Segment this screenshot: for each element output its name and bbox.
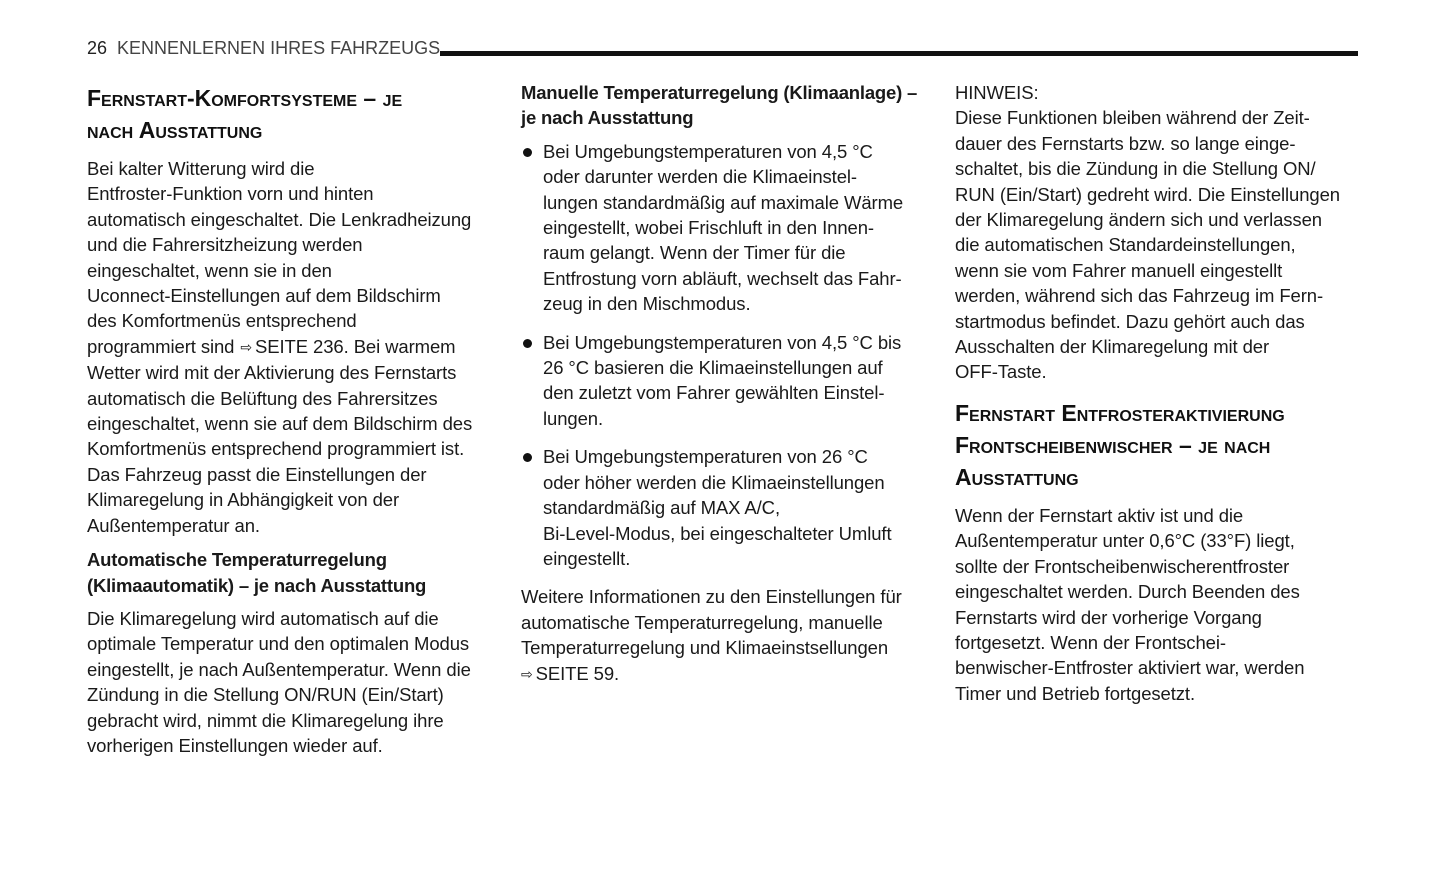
bullet-item (521, 330, 931, 432)
note (955, 80, 1365, 385)
text-line: gebracht wird, nimmt die Klimaregelung ihre (87, 709, 444, 731)
column-left (87, 80, 497, 767)
text: . (614, 662, 620, 684)
text-line: Entfrostung vorn abläuft, wechselt das Fahr- (543, 267, 902, 289)
bullet-icon (523, 148, 532, 157)
page-reference-arrow-icon: ⇨ (521, 665, 533, 682)
text-line: schaltet, bis die Zündung in die Stellung ON/ (955, 158, 1316, 180)
text: . Bei warmem (343, 335, 456, 357)
text-line: eingeschaltet, wenn sie auf dem Bildschirm des (87, 413, 473, 435)
text-line: Fernstart-Komfortsysteme – je (87, 85, 403, 111)
text-line: werden, während sich das Fahrzeug im Fern- (955, 285, 1324, 307)
text-line: eingestellt, wobei Frischluft in den Innen- (543, 217, 874, 239)
text-line: des Komfortmenüs entsprechend (87, 310, 357, 332)
text-line: eingeschaltet, wenn sie in den (87, 259, 332, 281)
text-line: (Klimaautomatik) – je nach Ausstattung (87, 574, 427, 596)
text-line: Ausschalten der Klimaregelung mit der (955, 336, 1270, 358)
page-header (87, 38, 440, 59)
page-reference-link-236[interactable]: SEITE 236 (255, 335, 344, 357)
text-line: Temperaturregelung und Klimaeinstsellungen (521, 637, 889, 659)
text-line: Weitere Informationen zu den Einstellungen für (521, 586, 902, 608)
note-label: HINWEIS: (955, 82, 1039, 103)
paragraph-entfroster (955, 503, 1365, 706)
bullet-icon (523, 339, 532, 348)
heading-komfortsysteme (87, 82, 497, 146)
page-reference-arrow-icon: ⇨ (240, 338, 253, 355)
subheading-klimaautomatik (87, 547, 497, 598)
text-line: Fernstart Entfrosteraktivierung (955, 399, 1285, 426)
text-line: automatisch die Belüftung des Fahrersitzes (87, 387, 438, 409)
text-line: fortgesetzt. Wenn der Frontschei- (955, 631, 1226, 653)
text-line: je nach Ausstattung (521, 107, 694, 129)
text-line: vorherigen Einstellungen wieder auf. (87, 734, 383, 756)
text-line: automatisch eingeschaltet. Die Lenkradheizung (87, 208, 472, 230)
text-line: die automatischen Standardeinstellungen, (955, 234, 1296, 256)
text-line: eingestellt. (543, 547, 631, 569)
text-line: dauer des Fernstarts bzw. so lange einge- (955, 132, 1296, 154)
text-line: Die Klimaregelung wird automatisch auf die (87, 607, 439, 629)
text-line: standardmäßig auf MAX A/C, (543, 497, 780, 519)
text-line: RUN (Ein/Start) gedreht wird. Die Einstellungen (955, 183, 1340, 205)
text-line: Bei Umgebungstemperaturen von 4,5 °C (543, 140, 873, 162)
text-line: Entfroster-Funktion vorn und hinten (87, 183, 374, 205)
text-line: optimale Temperatur und den optimalen Modus (87, 633, 470, 655)
paragraph-klimaautomatik (87, 606, 497, 758)
text-line: Diese Funktionen bleiben während der Zeit- (955, 107, 1310, 129)
text-line: Bei kalter Witterung wird die (87, 158, 315, 179)
text-line: Bei Umgebungstemperaturen von 26 °C (543, 446, 868, 468)
text-line: Außentemperatur unter 0,6°C (33°F) liegt, (955, 530, 1295, 552)
text-line: oder darunter werden die Klimaeinstel- (543, 166, 857, 188)
column-right (955, 80, 1365, 715)
text-line: Frontscheibenwischer – je nach (955, 431, 1271, 458)
paragraph-intro (87, 156, 497, 538)
text-line: den zuletzt vom Fahrer gewählten Einstel- (543, 382, 885, 404)
text-line: raum gelangt. Wenn der Timer für die (543, 242, 846, 264)
text-line: nach Ausstattung (87, 117, 263, 143)
text-line: lungen standardmäßig auf maximale Wärme (543, 191, 904, 213)
subheading-manuelle-regelung (521, 80, 931, 131)
text-line: Timer und Betrieb fortgesetzt. (955, 682, 1196, 704)
text-line: Wenn der Fernstart aktiv ist und die (955, 504, 1244, 526)
column-middle (521, 80, 931, 696)
text-line: Das Fahrzeug passt die Einstellungen der (87, 463, 427, 485)
text-line: Zündung in die Stellung ON/RUN (Ein/Start) (87, 684, 444, 706)
text-line: Automatische Temperaturregelung (87, 549, 387, 571)
text-line: Außentemperatur an. (87, 514, 260, 536)
paragraph-more-info (521, 584, 931, 687)
text-line: startmodus befindet. Dazu gehört auch das (955, 310, 1305, 332)
text-line: 26 °C basieren die Klimaeinstellungen auf (543, 357, 883, 379)
heading-entfrosteraktivierung (955, 397, 1365, 493)
text-line: oder höher werden die Klimaeinstellungen (543, 471, 885, 493)
bullet-item (521, 139, 931, 317)
section-title: KENNENLERNEN IHRES FAHRZEUGS (117, 38, 441, 58)
text: programmiert sind (87, 335, 235, 357)
text-line: Fernstarts wird der vorherige Vorgang (955, 606, 1262, 628)
text-line: Uconnect-Einstellungen auf dem Bildschirm (87, 285, 441, 307)
text-line: eingestellt, je nach Außentemperatur. Wenn die (87, 658, 471, 680)
text-line: benwischer-Entfroster aktiviert war, werden (955, 657, 1305, 679)
text-line: eingeschaltet werden. Durch Beenden des (955, 581, 1300, 603)
text-line: Komfortmenüs entsprechend programmiert ist. (87, 438, 465, 460)
text-line: Bi-Level-Modus, bei eingeschalteter Umluft (543, 522, 892, 544)
bullet-icon (523, 453, 532, 462)
text-line: sollte der Frontscheibenwischerentfroster (955, 555, 1290, 577)
text-line: der Klimaregelung ändern sich und verlassen (955, 209, 1322, 231)
bullet-item (521, 444, 931, 571)
text-line: Bei Umgebungstemperaturen von 4,5 °C bis (543, 331, 902, 353)
text-line: wenn sie vom Fahrer manuell eingestellt (955, 259, 1283, 281)
text-line: automatische Temperaturregelung, manuelle (521, 611, 883, 633)
text-line: Klimaregelung in Abhängigkeit von der (87, 489, 400, 511)
page-reference-link-59[interactable]: SEITE 59 (535, 662, 615, 684)
page-number: 26 (87, 38, 108, 58)
text-line: und die Fahrersitzheizung werden (87, 234, 363, 256)
text-line: OFF-Taste. (955, 361, 1047, 383)
header-rule (440, 51, 1358, 56)
text-line: lungen. (543, 407, 603, 429)
text-line: zeug in den Mischmodus. (543, 293, 751, 315)
text-line: Ausstattung (955, 463, 1079, 490)
text-line: Wetter wird mit der Aktivierung des Fernstarts (87, 362, 457, 384)
text-line: Manuelle Temperaturregelung (Klimaanlage) – (521, 82, 918, 103)
